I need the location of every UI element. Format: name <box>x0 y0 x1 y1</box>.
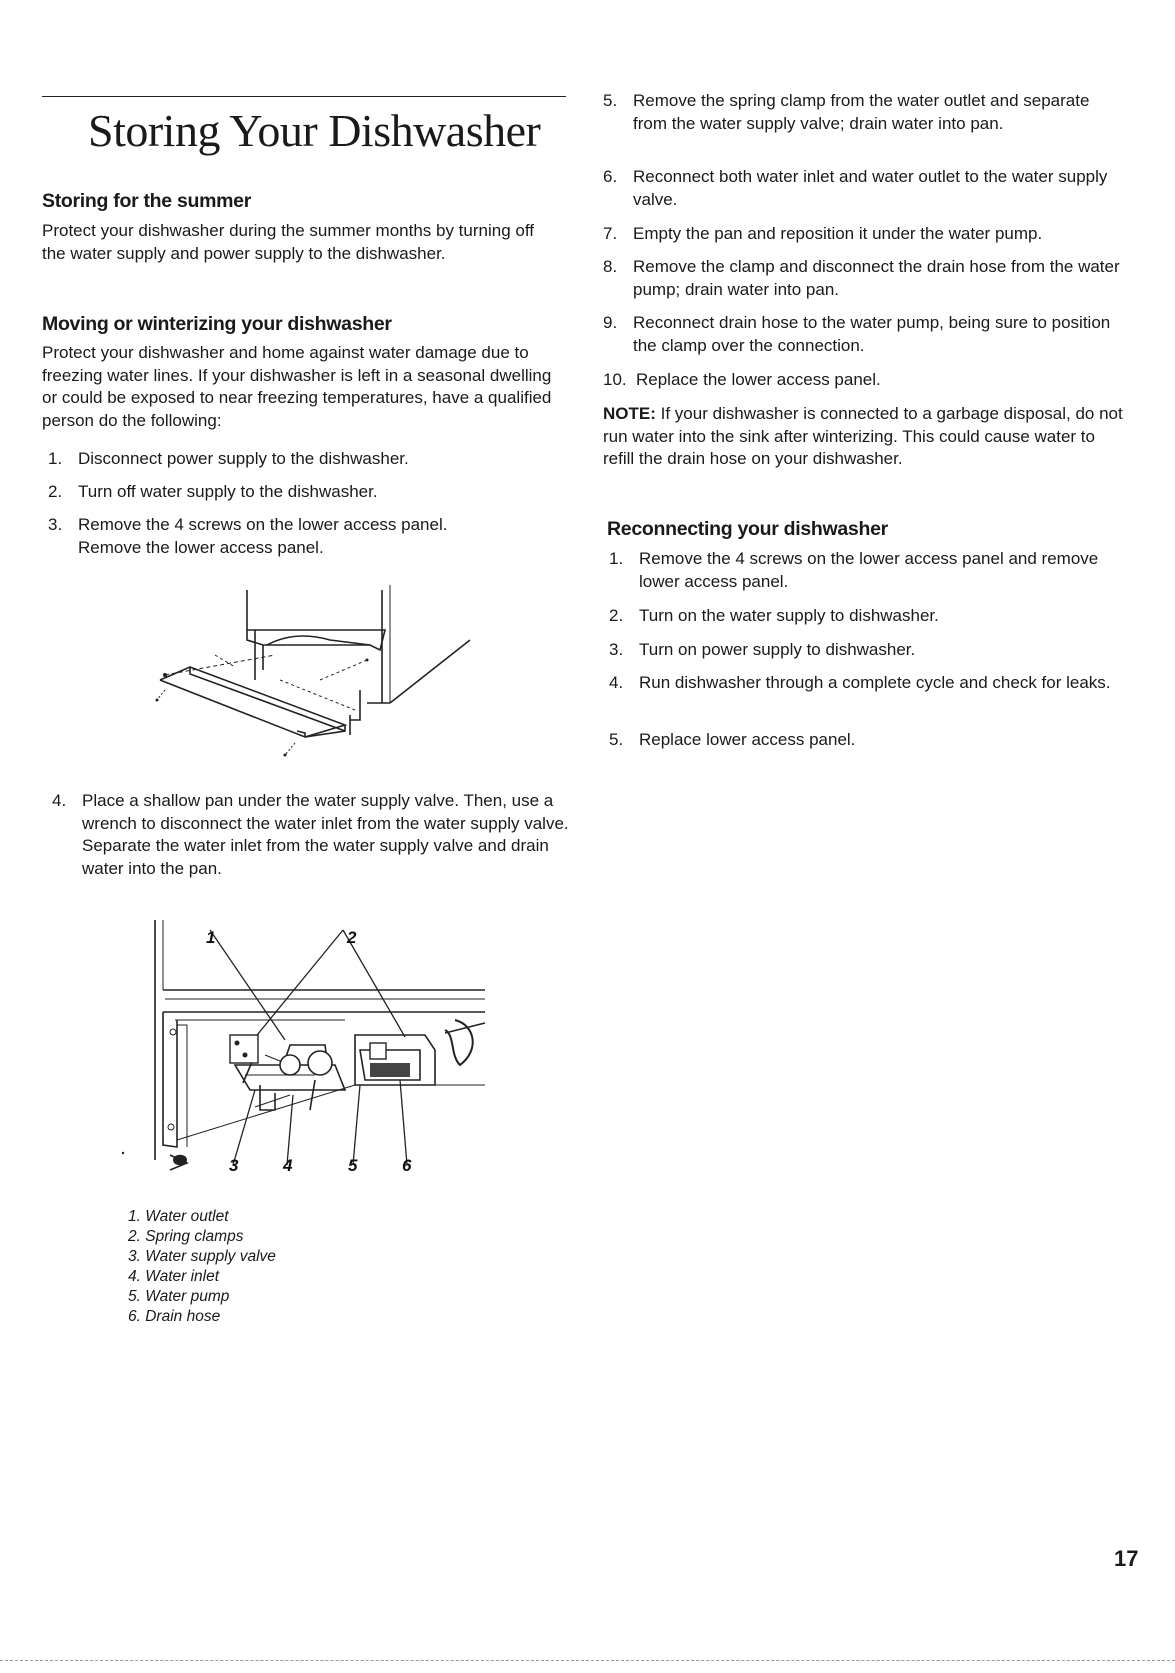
step-text: Turn off water supply to the dishwasher. <box>78 482 378 501</box>
step-number: 2. <box>609 606 624 625</box>
access-panel-illustration <box>145 585 480 760</box>
note-text: If your dishwasher is connected to a garbage disposal, do not run water into the sink after winterizing. This could cause water to refill the drain hose on your dishwasher. <box>603 404 1123 468</box>
step-text: Run dishwasher through a complete cycle and check for leaks. <box>639 673 1111 692</box>
step-text: Turn on the water supply to dishwasher. <box>639 606 939 625</box>
step-number: 5. <box>609 730 624 749</box>
legend-item: 6. Drain hose <box>128 1308 221 1325</box>
legend-item: 1. Water outlet <box>128 1208 229 1225</box>
step-number: 8. <box>603 257 618 276</box>
step-text: Replace lower access panel. <box>639 730 856 749</box>
step-number: 7. <box>603 224 618 243</box>
winterizing-note <box>603 403 1123 471</box>
legend-item: 4. Water inlet <box>128 1268 220 1285</box>
step-number: 3. <box>48 515 63 534</box>
step-number: 9. <box>603 313 618 332</box>
step-number: 2. <box>48 482 63 501</box>
step-number: 1. <box>48 449 63 468</box>
moving-body: Protect your dishwasher and home against water damage due to freezing water lines. If your dishwasher is left in a seasonal dwelling or could be exposed to near freezing temperatures, have a qualified person do the following: <box>42 343 552 430</box>
step-text: Remove the 4 screws on the lower access panel. Remove the lower access panel. <box>78 515 448 557</box>
figure-legend <box>128 1207 276 1327</box>
step-text: Remove the clamp and disconnect the drain hose from the water pump; drain water into pan. <box>633 257 1120 299</box>
callout-1: 1 <box>206 928 216 947</box>
step-text: Reconnect both water inlet and water outlet to the water supply valve. <box>633 167 1108 209</box>
legend-item: 3. Water supply valve <box>128 1248 276 1265</box>
note-label: NOTE: <box>603 404 656 423</box>
callout-4: 4 <box>283 1156 293 1175</box>
step-text: Remove the 4 screws on the lower access panel and remove lower access panel. <box>639 549 1099 591</box>
page-number: 17 <box>1114 1546 1139 1571</box>
step-text: Replace the lower access panel. <box>636 370 881 389</box>
legend-item: 5. Water pump <box>128 1288 230 1305</box>
step-text: Disconnect power supply to the dishwasher. <box>78 449 409 468</box>
title-rule <box>42 96 566 97</box>
step-text: Empty the pan and reposition it under the water pump. <box>633 224 1043 243</box>
heading-moving-winterizing: Moving or winterizing your dishwasher <box>42 313 392 335</box>
step-text: Turn on power supply to dishwasher. <box>639 640 916 659</box>
water-supply-illustration <box>115 915 490 1185</box>
step-number: 4. <box>52 791 67 810</box>
page-title: Storing Your Dishwasher <box>88 105 541 156</box>
callout-6: 6 <box>402 1156 412 1175</box>
callout-2: 2 <box>347 928 357 947</box>
callout-5: 5 <box>348 1156 358 1175</box>
step-number: 4. <box>609 673 624 692</box>
legend-item: 2. Spring clamps <box>128 1228 244 1245</box>
step-number: 6. <box>603 167 618 186</box>
storing-summer-body: Protect your dishwasher during the summer months by turning off the water supply and power supply to the dishwasher. <box>42 221 534 263</box>
step-number: 10. <box>603 370 627 389</box>
step-text: Place a shallow pan under the water supply valve. Then, use a wrench to disconnect the water inlet from the water supply valve. Separate the water inlet from the water supply valve and drain water into the pan. <box>82 791 569 878</box>
heading-reconnecting: Reconnecting your dishwasher <box>607 518 888 540</box>
page-bottom-edge <box>0 1660 1175 1661</box>
step-text: Remove the spring clamp from the water outlet and separate from the water supply valve; drain water into pan. <box>633 91 1090 133</box>
step-number: 5. <box>603 91 618 110</box>
heading-storing-summer: Storing for the summer <box>42 190 252 212</box>
callout-3: 3 <box>229 1156 239 1175</box>
step-number: 1. <box>609 549 624 568</box>
step-text: Reconnect drain hose to the water pump, being sure to position the clamp over the connection. <box>633 313 1111 355</box>
step-number: 3. <box>609 640 624 659</box>
